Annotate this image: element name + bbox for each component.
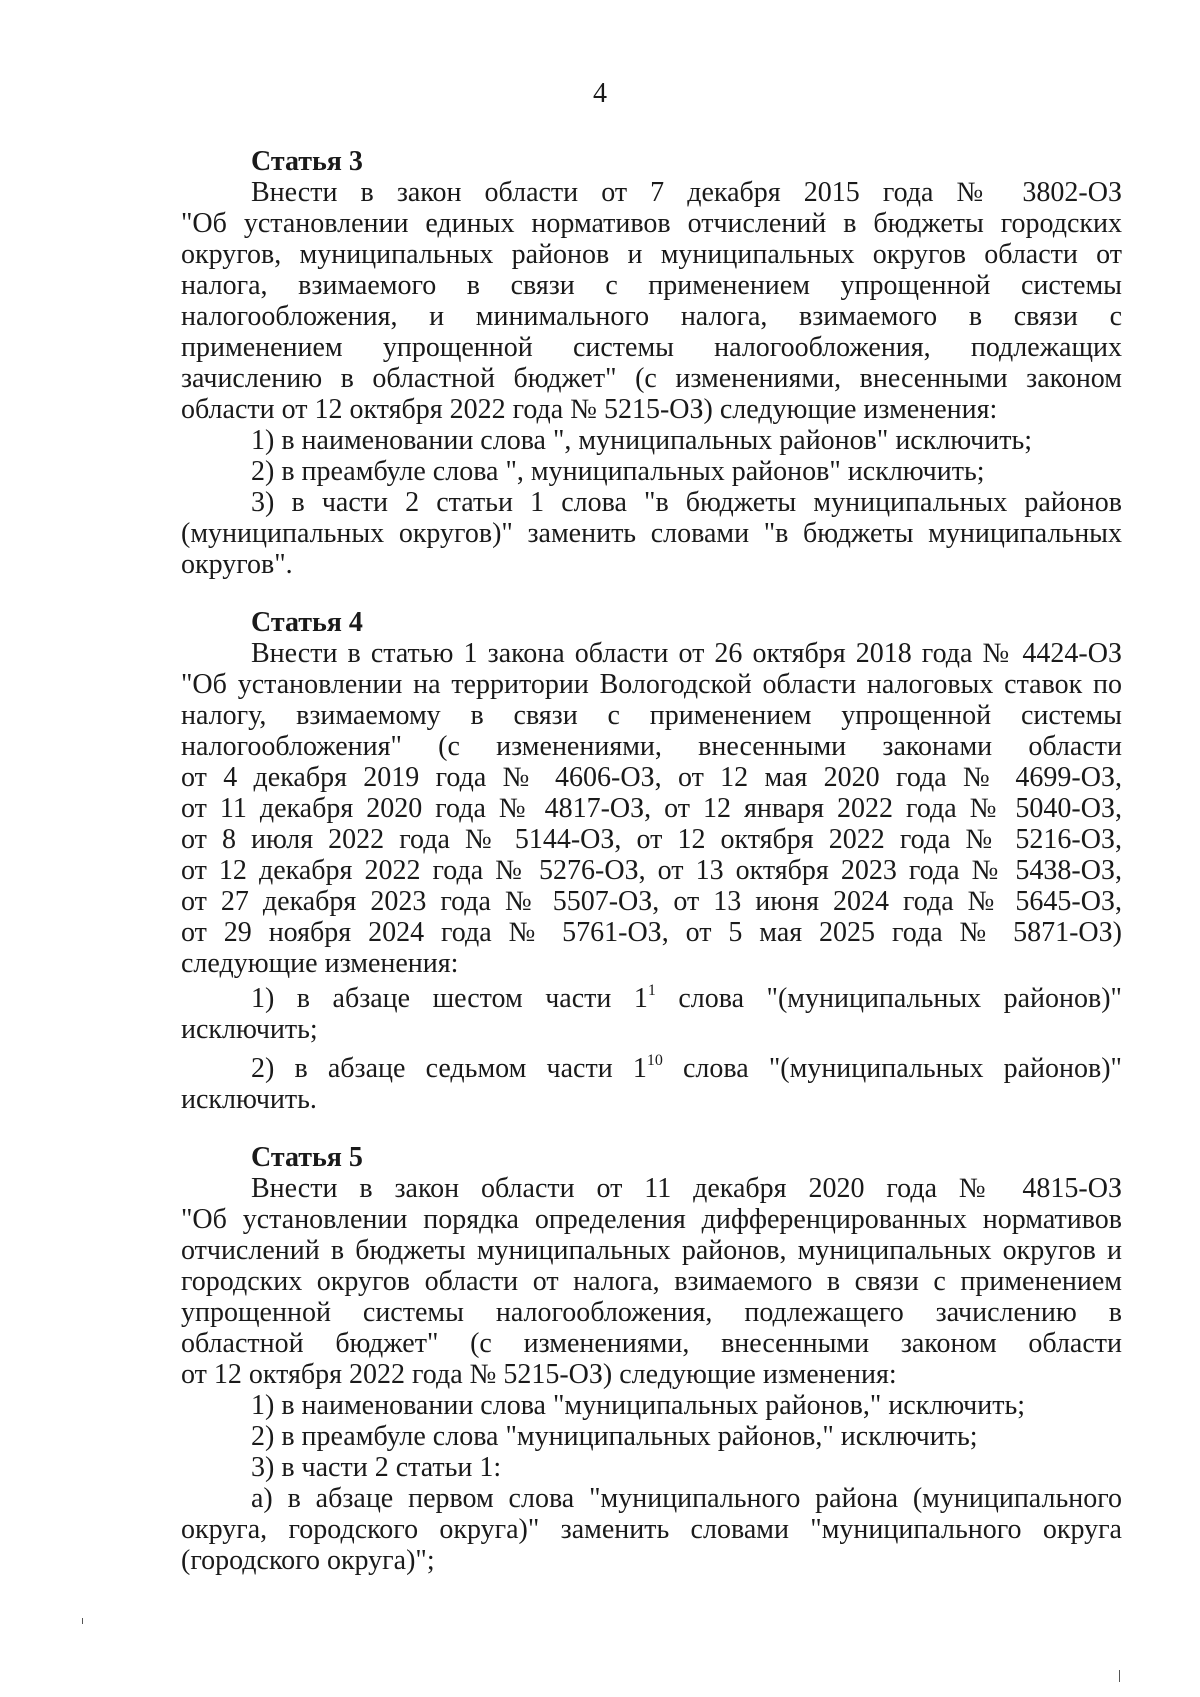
article-intro (181, 638, 1122, 979)
article-title: Статья 3 (251, 146, 363, 177)
article-3 (181, 146, 1122, 580)
article-5 (181, 1142, 1122, 1576)
list-item (181, 1053, 1122, 1115)
article-4 (181, 607, 1122, 1115)
scan-speck (82, 1618, 83, 1624)
scan-speck (1119, 1670, 1120, 1682)
text-line: от 27 декабря 2023 года № 5507-ОЗ, от 13 июня 2024 года № 5645-ОЗ, (181, 886, 1122, 917)
item-text: 1) в абзаце шестом части 1 (251, 983, 648, 1014)
text-line: налогообложения, и минимального налога, взимаемого в связи с (181, 301, 1122, 332)
article-title: Статья 4 (251, 607, 363, 638)
text-line: упрощенной системы налогообложения, подлежащего зачислению в (181, 1297, 1122, 1328)
list-item: 2) в преамбуле слова ", муниципальных районов" исключить; (251, 456, 985, 487)
superscript: 10 (646, 1052, 663, 1069)
text-line: следующие изменения: (181, 948, 459, 979)
text-line: городских округов области от налога, взимаемого в связи с применением (181, 1266, 1122, 1297)
text-line: областной бюджет" (с изменениями, внесенными законом области (181, 1328, 1122, 1359)
list-item: 2) в преамбуле слова "муниципальных районов," исключить; (251, 1421, 978, 1452)
list-item: 3) в части 2 статьи 1 слова "в бюджеты муниципальных районов (муниципальных округов)" заменить словами "в бюджеты муниципальных округов". (181, 487, 1122, 580)
text-line: от 12 октября 2022 года № 5215-ОЗ) следующие изменения: (181, 1359, 897, 1390)
list-item (181, 983, 1122, 1045)
text-line: Внести в статью 1 закона области от 26 октября 2018 года № 4424-ОЗ (251, 638, 1122, 669)
text-line: "Об установлении на территории Вологодской области налоговых ставок по (181, 669, 1122, 700)
text-line: отчислений в бюджеты муниципальных районов, муниципальных округов и (181, 1235, 1122, 1266)
text-line: Внести в закон области от 7 декабря 2015 года № 3802-ОЗ (251, 177, 1122, 208)
text-line: от 29 ноября 2024 года № 5761-ОЗ, от 5 мая 2025 года № 5871-ОЗ) (181, 917, 1122, 948)
list-item: 1) в наименовании слова "муниципальных районов," исключить; (251, 1390, 1026, 1421)
text-line: налога, взимаемого в связи с применением упрощенной системы (181, 270, 1122, 301)
item-text: слова "(муниципальных районов)" исключить; (181, 983, 1122, 1045)
text-line: применением упрощенной системы налогообложения, подлежащих (181, 332, 1122, 363)
article-intro (181, 1173, 1122, 1390)
text-line: налогообложения" (с изменениями, внесенными законами области (181, 731, 1122, 762)
text-line: области от 12 октября 2022 года № 5215-ОЗ) следующие изменения: (181, 394, 998, 425)
list-item: 1) в наименовании слова ", муниципальных районов" исключить; (251, 425, 1033, 456)
text-line: "Об установлении единых нормативов отчислений в бюджеты городских (181, 208, 1122, 239)
text-line: Внести в закон области от 11 декабря 2020 года № 4815-ОЗ (251, 1173, 1122, 1204)
text-line: налогу, взимаемому в связи с применением упрощенной системы (181, 700, 1122, 731)
text-line: от 11 декабря 2020 года № 4817-ОЗ, от 12 января 2022 года № 5040-ОЗ, (181, 793, 1122, 824)
page-number: 4 (593, 78, 607, 109)
item-text: 2) в абзаце седьмом части 1 (251, 1053, 647, 1084)
article-intro (181, 177, 1122, 425)
text-line: от 4 декабря 2019 года № 4606-ОЗ, от 12 мая 2020 года № 4699-ОЗ, (181, 762, 1122, 793)
document-body (181, 146, 1122, 1576)
item-text: слова "(муниципальных районов)" исключить. (181, 1053, 1122, 1115)
text-line: зачислению в областной бюджет" (с изменениями, внесенными законом (181, 363, 1122, 394)
text-line: от 8 июля 2022 года № 5144-ОЗ, от 12 октября 2022 года № 5216-ОЗ, (181, 824, 1122, 855)
article-title: Статья 5 (251, 1142, 363, 1173)
text-line: от 12 декабря 2022 года № 5276-ОЗ, от 13 октября 2023 года № 5438-ОЗ, (181, 855, 1122, 886)
list-item: 3) в части 2 статьи 1: (251, 1452, 502, 1483)
superscript: 1 (647, 982, 656, 999)
text-line: округов, муниципальных районов и муниципальных округов области от (181, 239, 1122, 270)
list-item: а) в абзаце первом слова "муниципального района (муниципального округа, городского округа)" заменить словами "муниципального округа (городского округа)"; (181, 1483, 1122, 1576)
text-line: "Об установлении порядка определения дифференцированных нормативов (181, 1204, 1122, 1235)
